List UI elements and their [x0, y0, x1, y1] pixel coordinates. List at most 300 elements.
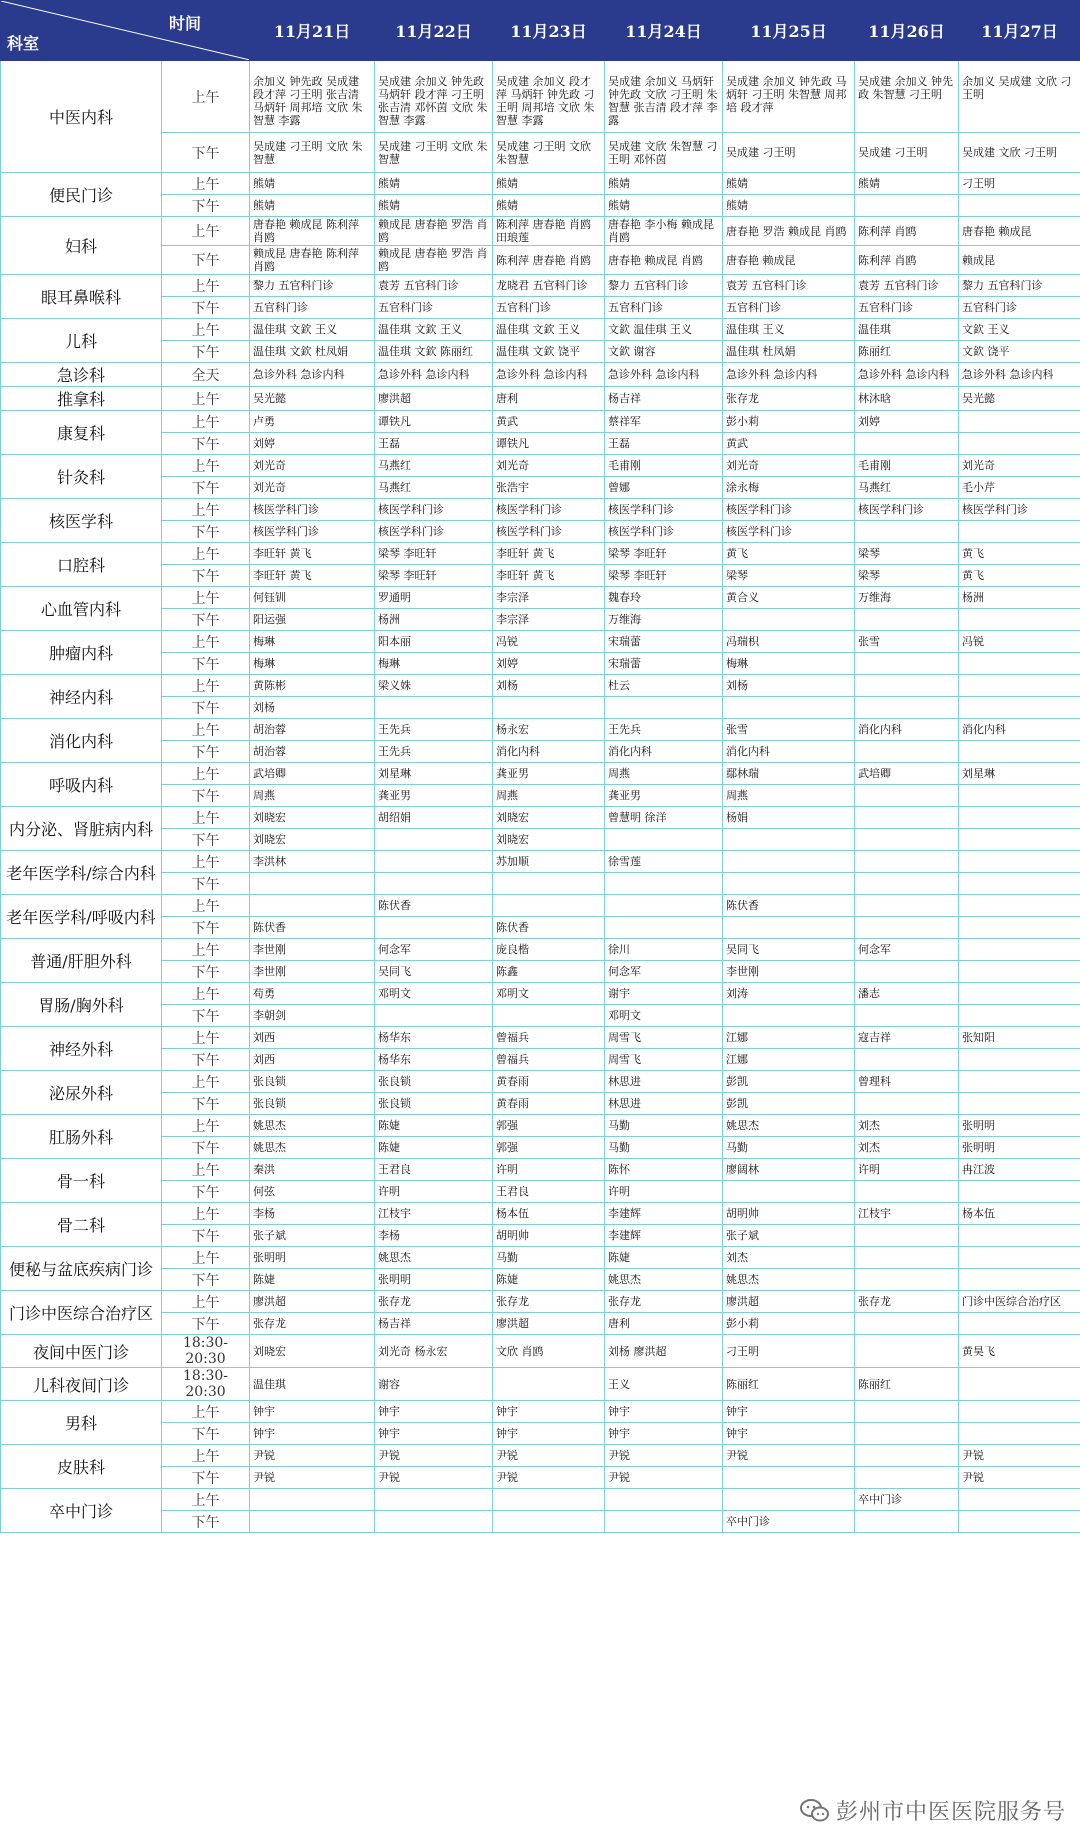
doctor-cell: 余加义 吴成建 文欣 刁王明 — [959, 61, 1080, 133]
schedule-row — [1, 631, 1080, 653]
schedule-row — [1, 1401, 1080, 1423]
doctor-cell: 吴同飞 — [375, 961, 493, 983]
doctor-cell: 李宗泽 — [493, 609, 605, 631]
schedule-row — [1, 1313, 1080, 1335]
doctor-cell: 罗通明 — [375, 587, 493, 609]
doctor-cell: 消化内科 — [855, 719, 959, 741]
time-slot: 上午 — [162, 719, 250, 741]
doctor-cell: 唐利 — [493, 387, 605, 411]
doctor-cell: 熊婧 — [723, 173, 855, 195]
doctor-cell: 熊婧 — [605, 195, 723, 217]
doctor-cell: 马燕红 — [375, 455, 493, 477]
doctor-cell — [959, 983, 1080, 1005]
doctor-cell — [959, 829, 1080, 851]
doctor-cell: 杜云 — [605, 675, 723, 697]
time-slot: 下午 — [162, 133, 250, 173]
doctor-cell: 温佳琪 — [250, 1368, 375, 1401]
doctor-cell: 胡治蓉 — [250, 719, 375, 741]
doctor-cell: 文欽 谢容 — [605, 341, 723, 363]
time-slot: 下午 — [162, 246, 250, 275]
doctor-cell: 刘晓宏 — [493, 807, 605, 829]
time-slot: 下午 — [162, 829, 250, 851]
doctor-cell: 刁王明 — [959, 173, 1080, 195]
doctor-cell: 尹锐 — [605, 1467, 723, 1489]
doctor-cell — [959, 1225, 1080, 1247]
doctor-cell: 温佳琪 文欽 王义 — [375, 319, 493, 341]
time-slot: 下午 — [162, 1049, 250, 1071]
time-slot: 上午 — [162, 173, 250, 195]
department-name: 妇科 — [1, 217, 162, 275]
doctor-cell: 赖成昆 唐春艳 罗浩 肖鸥 — [375, 246, 493, 275]
doctor-cell: 潘志 — [855, 983, 959, 1005]
doctor-cell — [959, 785, 1080, 807]
doctor-cell: 廖洪超 — [375, 387, 493, 411]
doctor-cell: 梁琴 李旺轩 — [375, 543, 493, 565]
doctor-cell: 王义 — [605, 1368, 723, 1401]
doctor-cell — [855, 1049, 959, 1071]
doctor-cell: 徐川 — [605, 939, 723, 961]
doctor-cell: 吴光懿 — [959, 387, 1080, 411]
doctor-cell — [723, 1181, 855, 1203]
doctor-cell: 黎力 五官科门诊 — [959, 275, 1080, 297]
doctor-cell: 陈利萍 肖鸥 — [855, 246, 959, 275]
schedule-row — [1, 939, 1080, 961]
doctor-cell: 张明明 — [959, 1115, 1080, 1137]
doctor-cell: 急诊外科 急诊内科 — [723, 363, 855, 387]
doctor-cell — [723, 1489, 855, 1511]
doctor-cell: 熊婧 — [250, 173, 375, 195]
doctor-cell: 彭凯 — [723, 1093, 855, 1115]
doctor-cell — [959, 1368, 1080, 1401]
doctor-cell: 冯锐 — [493, 631, 605, 653]
doctor-cell — [959, 1247, 1080, 1269]
schedule-row — [1, 543, 1080, 565]
doctor-cell — [375, 829, 493, 851]
doctor-cell: 秦洪 — [250, 1159, 375, 1181]
time-slot: 下午 — [162, 1005, 250, 1027]
doctor-cell: 唐春艳 罗浩 赖成昆 肖鸥 — [723, 217, 855, 246]
schedule-row — [1, 1203, 1080, 1225]
doctor-cell: 尹锐 — [250, 1445, 375, 1467]
doctor-cell: 温佳琪 文欽 王义 — [493, 319, 605, 341]
doctor-cell: 张雪 — [723, 719, 855, 741]
doctor-cell: 冉江波 — [959, 1159, 1080, 1181]
doctor-cell: 梅琳 — [250, 631, 375, 653]
doctor-cell — [855, 1401, 959, 1423]
doctor-cell: 李洪林 — [250, 851, 375, 873]
time-slot: 上午 — [162, 387, 250, 411]
department-name: 心血管内科 — [1, 587, 162, 631]
doctor-cell: 熊婧 — [375, 195, 493, 217]
doctor-cell: 刘星琳 — [375, 763, 493, 785]
schedule-row — [1, 133, 1080, 173]
doctor-cell: 谭铁凡 — [375, 411, 493, 433]
doctor-cell: 刘杨 廖洪超 — [605, 1335, 723, 1368]
department-name: 消化内科 — [1, 719, 162, 763]
doctor-cell: 马燕红 — [375, 477, 493, 499]
schedule-row — [1, 1225, 1080, 1247]
department-name: 夜间中医门诊 — [1, 1335, 162, 1368]
doctor-cell — [855, 1247, 959, 1269]
doctor-cell: 黎力 五官科门诊 — [250, 275, 375, 297]
doctor-cell: 刘杨 — [250, 697, 375, 719]
doctor-cell: 刘光奇 — [493, 455, 605, 477]
doctor-cell: 张存龙 — [855, 1291, 959, 1313]
doctor-cell: 何钰钏 — [250, 587, 375, 609]
doctor-cell: 黄陈彬 — [250, 675, 375, 697]
doctor-cell: 杨本伍 — [959, 1203, 1080, 1225]
doctor-cell — [250, 1511, 375, 1533]
doctor-cell — [855, 1467, 959, 1489]
schedule-row — [1, 587, 1080, 609]
doctor-cell: 张浩宇 — [493, 477, 605, 499]
time-slot: 上午 — [162, 275, 250, 297]
time-slot: 下午 — [162, 741, 250, 763]
doctor-cell: 核医学科门诊 — [493, 521, 605, 543]
time-slot: 18:30-20:30 — [162, 1368, 250, 1401]
doctor-cell: 尹锐 — [493, 1467, 605, 1489]
time-slot: 上午 — [162, 61, 250, 133]
doctor-cell: 张存龙 — [375, 1291, 493, 1313]
time-slot: 下午 — [162, 785, 250, 807]
doctor-cell — [959, 1049, 1080, 1071]
schedule-row — [1, 1445, 1080, 1467]
doctor-cell: 梁琴 — [855, 543, 959, 565]
schedule-row — [1, 217, 1080, 246]
doctor-cell — [959, 675, 1080, 697]
watermark — [800, 1795, 1066, 1826]
schedule-row — [1, 1027, 1080, 1049]
doctor-cell: 陈婕 — [493, 1269, 605, 1291]
doctor-cell: 姚思杰 — [250, 1115, 375, 1137]
doctor-cell: 廖洪超 — [493, 1313, 605, 1335]
wechat-icon — [800, 1798, 830, 1824]
doctor-cell: 邓明文 — [493, 983, 605, 1005]
time-label: 时间 — [168, 14, 201, 33]
doctor-cell: 陈鑫 — [493, 961, 605, 983]
doctor-cell: 杨永宏 — [493, 719, 605, 741]
doctor-cell: 杨本伍 — [493, 1203, 605, 1225]
time-slot: 下午 — [162, 297, 250, 319]
time-slot: 下午 — [162, 1181, 250, 1203]
schedule-row — [1, 297, 1080, 319]
doctor-cell: 唐春艳 赖成昆 — [959, 217, 1080, 246]
doctor-cell: 周燕 — [723, 785, 855, 807]
doctor-cell: 刘杨 — [493, 675, 605, 697]
doctor-cell: 核医学科门诊 — [375, 521, 493, 543]
doctor-cell — [605, 873, 723, 895]
department-name: 眼耳鼻喉科 — [1, 275, 162, 319]
doctor-cell: 文欽 温佳琪 王义 — [605, 319, 723, 341]
doctor-cell: 唐春艳 赖成昆 — [723, 246, 855, 275]
department-name: 老年医学科/综合内科 — [1, 851, 162, 895]
doctor-cell: 熊婧 — [723, 195, 855, 217]
doctor-cell: 陈伏香 — [250, 917, 375, 939]
doctor-cell: 尹锐 — [375, 1445, 493, 1467]
doctor-cell: 胡明帅 — [723, 1203, 855, 1225]
doctor-cell: 武培卿 — [250, 763, 375, 785]
schedule-row — [1, 1093, 1080, 1115]
doctor-cell: 急诊外科 急诊内科 — [605, 363, 723, 387]
doctor-cell: 张良锁 — [250, 1071, 375, 1093]
schedule-row — [1, 983, 1080, 1005]
doctor-cell: 林沐晗 — [855, 387, 959, 411]
doctor-cell: 黄合义 — [723, 587, 855, 609]
doctor-cell: 武培卿 — [855, 763, 959, 785]
doctor-cell: 陈丽红 — [723, 1368, 855, 1401]
doctor-cell: 文欽 王义 — [959, 319, 1080, 341]
doctor-cell: 熊婧 — [250, 195, 375, 217]
doctor-cell: 周燕 — [250, 785, 375, 807]
doctor-cell — [855, 433, 959, 455]
schedule-row — [1, 895, 1080, 917]
doctor-cell: 吴成建 余加义 钟先政 朱智慧 刁王明 — [855, 61, 959, 133]
doctor-cell: 尹锐 — [375, 1467, 493, 1489]
doctor-cell: 卢勇 — [250, 411, 375, 433]
doctor-cell: 李旺轩 黄飞 — [493, 565, 605, 587]
doctor-cell: 钟宇 — [375, 1423, 493, 1445]
doctor-cell: 王磊 — [605, 433, 723, 455]
doctor-cell: 彭小莉 — [723, 411, 855, 433]
schedule-row — [1, 1511, 1080, 1533]
doctor-cell: 消化内科 — [959, 719, 1080, 741]
doctor-cell — [959, 1489, 1080, 1511]
doctor-cell: 张存龙 — [605, 1291, 723, 1313]
doctor-cell: 胡明帅 — [493, 1225, 605, 1247]
schedule-row — [1, 341, 1080, 363]
time-slot: 下午 — [162, 1467, 250, 1489]
doctor-cell: 杨洲 — [375, 609, 493, 631]
doctor-cell: 梁琴 — [723, 565, 855, 587]
doctor-cell: 熊婧 — [375, 173, 493, 195]
time-slot: 上午 — [162, 1159, 250, 1181]
doctor-cell: 马勤 — [605, 1115, 723, 1137]
doctor-cell: 温佳琪 文欽 陈丽红 — [375, 341, 493, 363]
doctor-cell: 刘西 — [250, 1027, 375, 1049]
doctor-cell: 赖成昆 唐春艳 罗浩 肖鸥 — [375, 217, 493, 246]
doctor-cell: 万维海 — [605, 609, 723, 631]
schedule-row — [1, 961, 1080, 983]
doctor-cell: 李宗泽 — [493, 587, 605, 609]
doctor-cell — [375, 1489, 493, 1511]
department-name: 普通/肝胆外科 — [1, 939, 162, 983]
department-name: 便秘与盆底疾病门诊 — [1, 1247, 162, 1291]
doctor-cell: 陈婕 — [250, 1269, 375, 1291]
doctor-cell: 苟勇 — [250, 983, 375, 1005]
doctor-cell: 杨吉祥 — [605, 387, 723, 411]
doctor-cell: 冯锐 — [959, 631, 1080, 653]
time-slot: 上午 — [162, 1115, 250, 1137]
time-slot: 下午 — [162, 1137, 250, 1159]
doctor-cell — [493, 1005, 605, 1027]
time-slot: 上午 — [162, 1291, 250, 1313]
dept-label: 科室 — [7, 34, 40, 53]
doctor-cell — [959, 1511, 1080, 1533]
doctor-cell: 曾慧明 徐洋 — [605, 807, 723, 829]
doctor-cell: 文欣 肖鸥 — [493, 1335, 605, 1368]
department-name: 核医学科 — [1, 499, 162, 543]
doctor-cell: 核医学科门诊 — [605, 499, 723, 521]
doctor-cell: 熊婧 — [605, 173, 723, 195]
time-slot: 下午 — [162, 1093, 250, 1115]
doctor-cell — [723, 1005, 855, 1027]
doctor-cell: 毛甫刚 — [605, 455, 723, 477]
doctor-cell — [605, 1511, 723, 1533]
doctor-cell: 李旺轩 黄飞 — [493, 543, 605, 565]
doctor-cell: 核医学科门诊 — [250, 521, 375, 543]
department-name: 胃肠/胸外科 — [1, 983, 162, 1027]
doctor-cell — [959, 873, 1080, 895]
schedule-row — [1, 1368, 1080, 1401]
doctor-cell: 刘婷 — [250, 433, 375, 455]
doctor-cell: 梅琳 — [723, 653, 855, 675]
schedule-row — [1, 741, 1080, 763]
doctor-cell: 刘婷 — [855, 411, 959, 433]
doctor-cell: 黄武 — [493, 411, 605, 433]
time-slot: 上午 — [162, 455, 250, 477]
time-slot: 上午 — [162, 411, 250, 433]
doctor-cell — [493, 1368, 605, 1401]
schedule-row — [1, 1291, 1080, 1313]
doctor-cell: 钟宇 — [605, 1401, 723, 1423]
doctor-cell: 徐雪莲 — [605, 851, 723, 873]
doctor-cell: 廖阔林 — [723, 1159, 855, 1181]
department-name: 推拿科 — [1, 387, 162, 411]
doctor-cell: 毛甫刚 — [855, 455, 959, 477]
department-name: 皮肤科 — [1, 1445, 162, 1489]
schedule-row — [1, 387, 1080, 411]
doctor-cell: 姚思杰 — [375, 1247, 493, 1269]
time-slot: 全天 — [162, 363, 250, 387]
doctor-cell — [959, 653, 1080, 675]
doctor-cell: 尹锐 — [959, 1445, 1080, 1467]
time-slot: 下午 — [162, 961, 250, 983]
schedule-row — [1, 521, 1080, 543]
doctor-cell — [605, 917, 723, 939]
doctor-cell: 李建辉 — [605, 1225, 723, 1247]
schedule-row — [1, 917, 1080, 939]
doctor-cell — [959, 741, 1080, 763]
schedule-row — [1, 246, 1080, 275]
doctor-cell: 吴成建 刁王明 — [855, 133, 959, 173]
department-name: 便民门诊 — [1, 173, 162, 217]
doctor-cell: 钟宇 — [493, 1423, 605, 1445]
doctor-cell: 核医学科门诊 — [723, 499, 855, 521]
doctor-cell: 刘杰 — [723, 1247, 855, 1269]
schedule-row — [1, 565, 1080, 587]
corner-header — [1, 1, 250, 61]
doctor-cell — [855, 1335, 959, 1368]
date-header: 11月26日 — [855, 1, 959, 61]
doctor-cell: 张存龙 — [250, 1313, 375, 1335]
doctor-cell: 刘光奇 — [250, 455, 375, 477]
doctor-cell: 核医学科门诊 — [855, 499, 959, 521]
doctor-cell: 周雪飞 — [605, 1027, 723, 1049]
doctor-cell: 江枝宇 — [375, 1203, 493, 1225]
doctor-cell: 卒中门诊 — [855, 1489, 959, 1511]
doctor-cell: 尹锐 — [250, 1467, 375, 1489]
doctor-cell: 谢容 — [375, 1368, 493, 1401]
department-name: 内分泌、肾脏病内科 — [1, 807, 162, 851]
doctor-cell: 温佳琪 文欽 杜凤娟 — [250, 341, 375, 363]
doctor-cell: 寇吉祥 — [855, 1027, 959, 1049]
doctor-cell — [855, 851, 959, 873]
doctor-cell — [605, 895, 723, 917]
doctor-cell: 刘杰 — [855, 1115, 959, 1137]
doctor-cell — [959, 1181, 1080, 1203]
doctor-cell — [959, 961, 1080, 983]
doctor-cell: 尹锐 — [959, 1467, 1080, 1489]
doctor-cell: 刘晓宏 — [250, 1335, 375, 1368]
doctor-cell — [723, 851, 855, 873]
doctor-cell: 钟宇 — [493, 1401, 605, 1423]
doctor-cell: 吴成建 余加义 马炳轩 钟先政 文欣 刁王明 朱智慧 张吉清 段才萍 李露 — [605, 61, 723, 133]
doctor-cell: 周雪飞 — [605, 1049, 723, 1071]
doctor-cell: 庞良楷 — [493, 939, 605, 961]
doctor-cell: 尹锐 — [605, 1445, 723, 1467]
doctor-cell — [959, 1401, 1080, 1423]
department-name: 老年医学科/呼吸内科 — [1, 895, 162, 939]
doctor-cell: 黎力 五官科门诊 — [605, 275, 723, 297]
doctor-cell — [959, 521, 1080, 543]
date-header: 11月23日 — [493, 1, 605, 61]
doctor-cell: 吴成建 刁王明 文欣 朱智慧 — [493, 133, 605, 173]
department-name: 肿瘤内科 — [1, 631, 162, 675]
doctor-cell — [250, 895, 375, 917]
doctor-cell: 涂永梅 — [723, 477, 855, 499]
doctor-cell — [959, 917, 1080, 939]
doctor-cell: 李杨 — [375, 1225, 493, 1247]
doctor-cell — [855, 917, 959, 939]
watermark-text: 彭州市中医医院服务号 — [835, 1800, 1066, 1825]
schedule-row — [1, 455, 1080, 477]
doctor-cell: 钟宇 — [605, 1423, 723, 1445]
doctor-cell: 袁芳 五官科门诊 — [723, 275, 855, 297]
department-name: 男科 — [1, 1401, 162, 1445]
schedule-row — [1, 873, 1080, 895]
doctor-cell: 核医学科门诊 — [605, 521, 723, 543]
time-slot: 18:30-20:30 — [162, 1335, 250, 1368]
schedule-row — [1, 433, 1080, 455]
doctor-cell: 李旺轩 黄飞 — [250, 543, 375, 565]
doctor-cell: 赖成昆 — [959, 246, 1080, 275]
department-name: 康复科 — [1, 411, 162, 455]
doctor-cell: 陈利萍 唐春艳 肖鸥 田琅莲 — [493, 217, 605, 246]
doctor-cell — [855, 741, 959, 763]
time-slot: 上午 — [162, 1489, 250, 1511]
doctor-cell: 万维海 — [855, 587, 959, 609]
doctor-cell: 吴成建 刁王明 文欣 朱智慧 — [250, 133, 375, 173]
doctor-cell: 马燕红 — [855, 477, 959, 499]
doctor-cell: 急诊外科 急诊内科 — [250, 363, 375, 387]
time-slot: 下午 — [162, 341, 250, 363]
doctor-cell — [959, 195, 1080, 217]
doctor-cell: 王君良 — [493, 1181, 605, 1203]
doctor-cell: 急诊外科 急诊内科 — [375, 363, 493, 387]
doctor-cell: 廖洪超 — [250, 1291, 375, 1313]
doctor-cell: 尹锐 — [723, 1445, 855, 1467]
doctor-cell: 五官科门诊 — [493, 297, 605, 319]
date-header: 11月25日 — [723, 1, 855, 61]
doctor-cell: 谢宇 — [605, 983, 723, 1005]
doctor-cell: 张子斌 — [723, 1225, 855, 1247]
doctor-cell — [855, 873, 959, 895]
doctor-cell: 五官科门诊 — [855, 297, 959, 319]
schedule-row — [1, 499, 1080, 521]
doctor-cell: 刘晓宏 — [250, 807, 375, 829]
time-slot: 下午 — [162, 653, 250, 675]
time-slot: 下午 — [162, 521, 250, 543]
